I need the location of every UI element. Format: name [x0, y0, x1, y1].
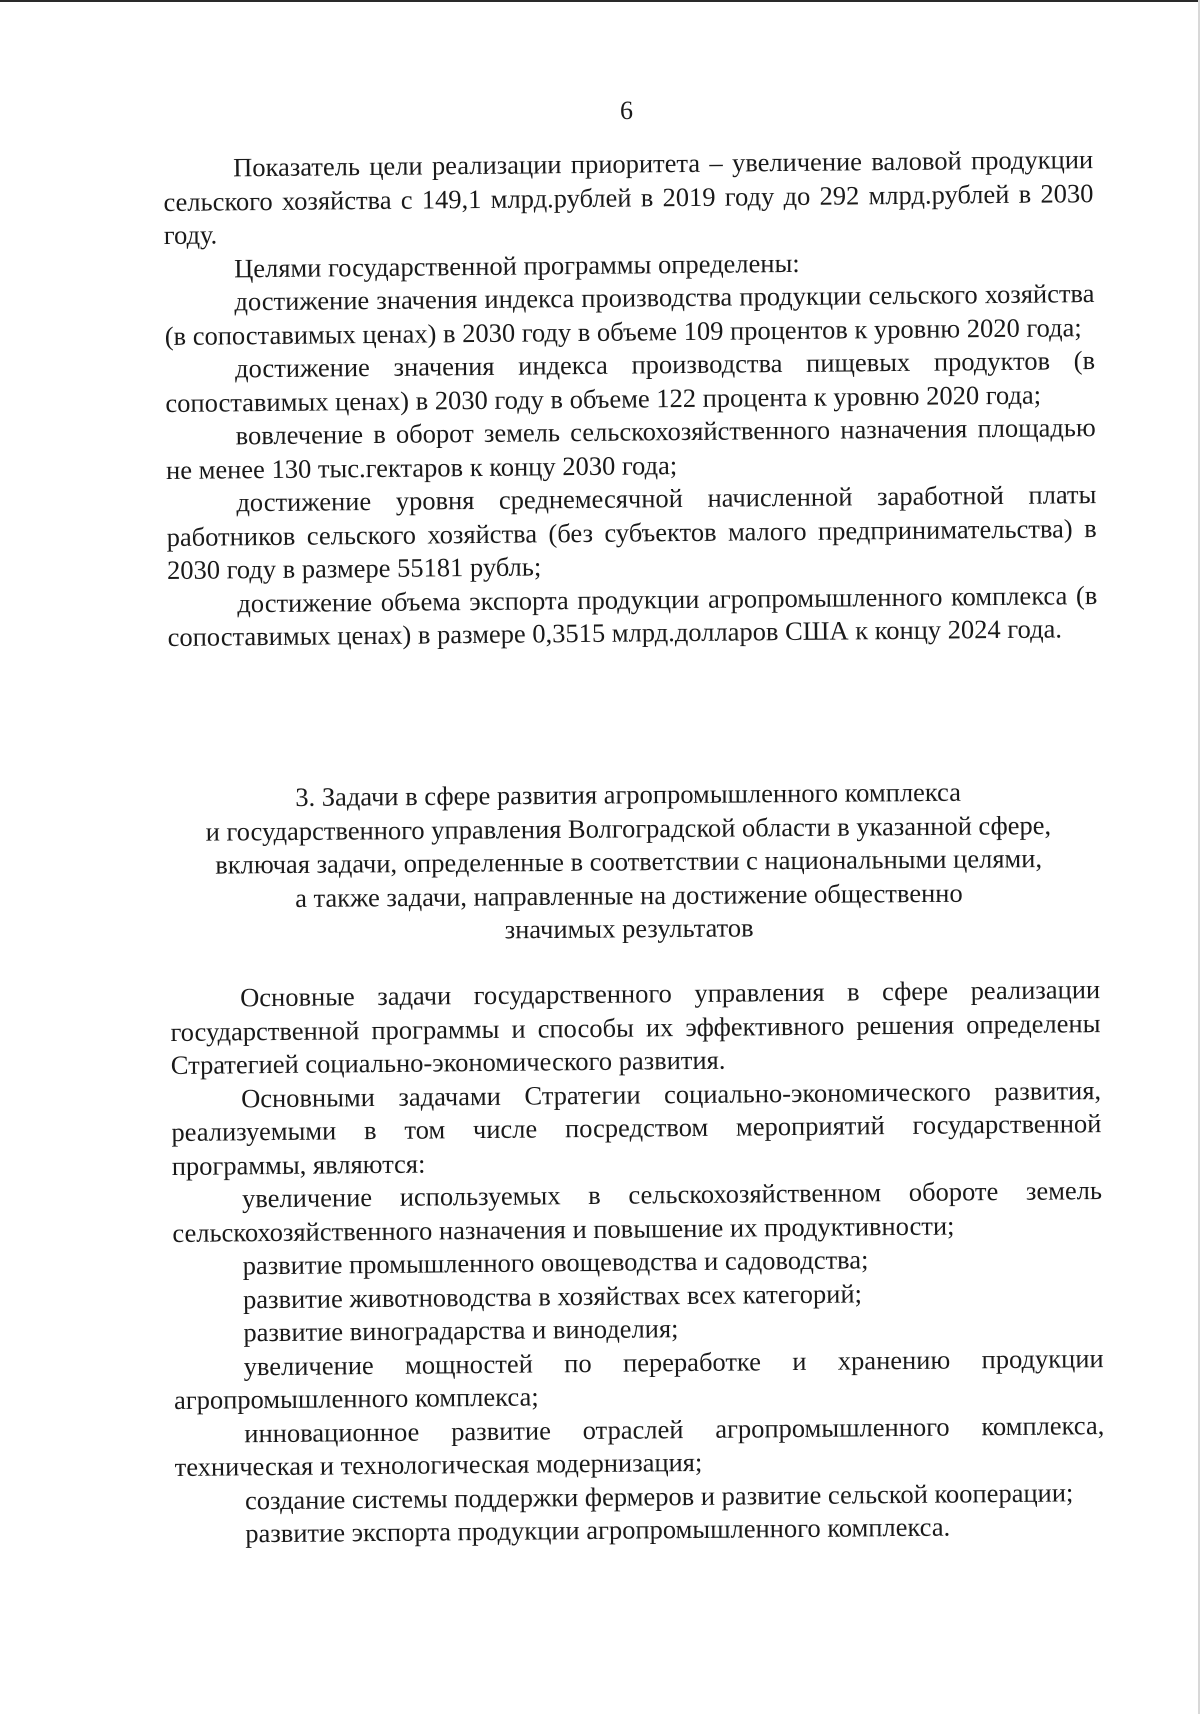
heading-line: значимых результатов [504, 912, 754, 945]
paragraph: достижение уровня среднемесячной начисленной заработной платы работников сельского хозяйства (без субъектов малого предпринимательства) в 2030 году в размере 55181 рубль; [166, 479, 1097, 585]
goals-section [163, 143, 1098, 654]
paragraph: Основными задачами Стратегии социально-экономического развития, реализуемыми в том числе посредством мероприятий государственной программы, являются: [171, 1074, 1102, 1181]
list-item: развитие виноградарства и виноделия; [243, 1313, 679, 1348]
list-item: увеличение мощностей по переработке и хранению продукции агропромышленного комплекса; [173, 1342, 1104, 1415]
paragraph: достижение значения индекса производства продукции сельского хозяйства (в сопоставимых ценах) в 2030 году в объеме 109 процентов к уровню 2020 года; [164, 278, 1095, 351]
heading-line: 3. Задачи в сфере развития агропромышленного комплекса [295, 776, 962, 812]
section-heading [163, 775, 1094, 950]
paragraph: достижение значения индекса производства пищевых продуктов (в сопоставимых ценах) в 2030 году в объеме 122 процента к уровню 2020 года; [165, 345, 1096, 418]
list-item: создание системы поддержки фермеров и развитие сельской кооперации; [244, 1476, 1074, 1515]
heading-line: включая задачи, определенные в соответствии с национальными целями, [215, 843, 1043, 880]
list-item: инновационное развитие отраслей агропромышленного комплекса, техническая и технологическая модернизация; [174, 1409, 1105, 1482]
scan-edge-top [0, 0, 1200, 2]
paragraph: Целями государственной программы определены: [233, 247, 800, 283]
paragraph: Основные задачи государственного управления в сфере реализации государственной программы и способы их эффективного решения определены Стратегией социально-экономического развития. [170, 974, 1101, 1080]
list-item: увеличение используемых в сельскохозяйственном обороте земель сельскохозяйственного назначения и повышение их продуктивности; [172, 1175, 1103, 1248]
list-item: развитие животноводства в хозяйствах всех категорий; [242, 1277, 863, 1314]
paragraph: достижение объема экспорта продукции агропромышленного комплекса (в сопоставимых ценах) в размере 0,3515 млрд.долларов США к концу 2024 года. [167, 579, 1098, 652]
heading-line: и государственного управления Волгоградской области в указанной сфере, [205, 809, 1052, 847]
list-item: развитие экспорта продукции агропромышленного комплекса. [245, 1511, 951, 1549]
paragraph: вовлечение в оборот земель сельскохозяйственного назначения площадью не менее 130 тыс.гектаров к концу 2030 года; [165, 412, 1096, 485]
page-number: 6 [620, 96, 633, 125]
list-item: развитие промышленного овощеводства и садоводства; [242, 1244, 869, 1281]
tasks-section [170, 973, 1105, 1551]
heading-line: а также задачи, направленные на достижение общественно [295, 877, 963, 913]
paragraph: Показатель цели реализации приоритета – увеличение валовой продукции сельского хозяйства с 149,1 млрд.рублей в 2019 году до 292 млрд.рублей в 2030 году. [163, 144, 1094, 250]
